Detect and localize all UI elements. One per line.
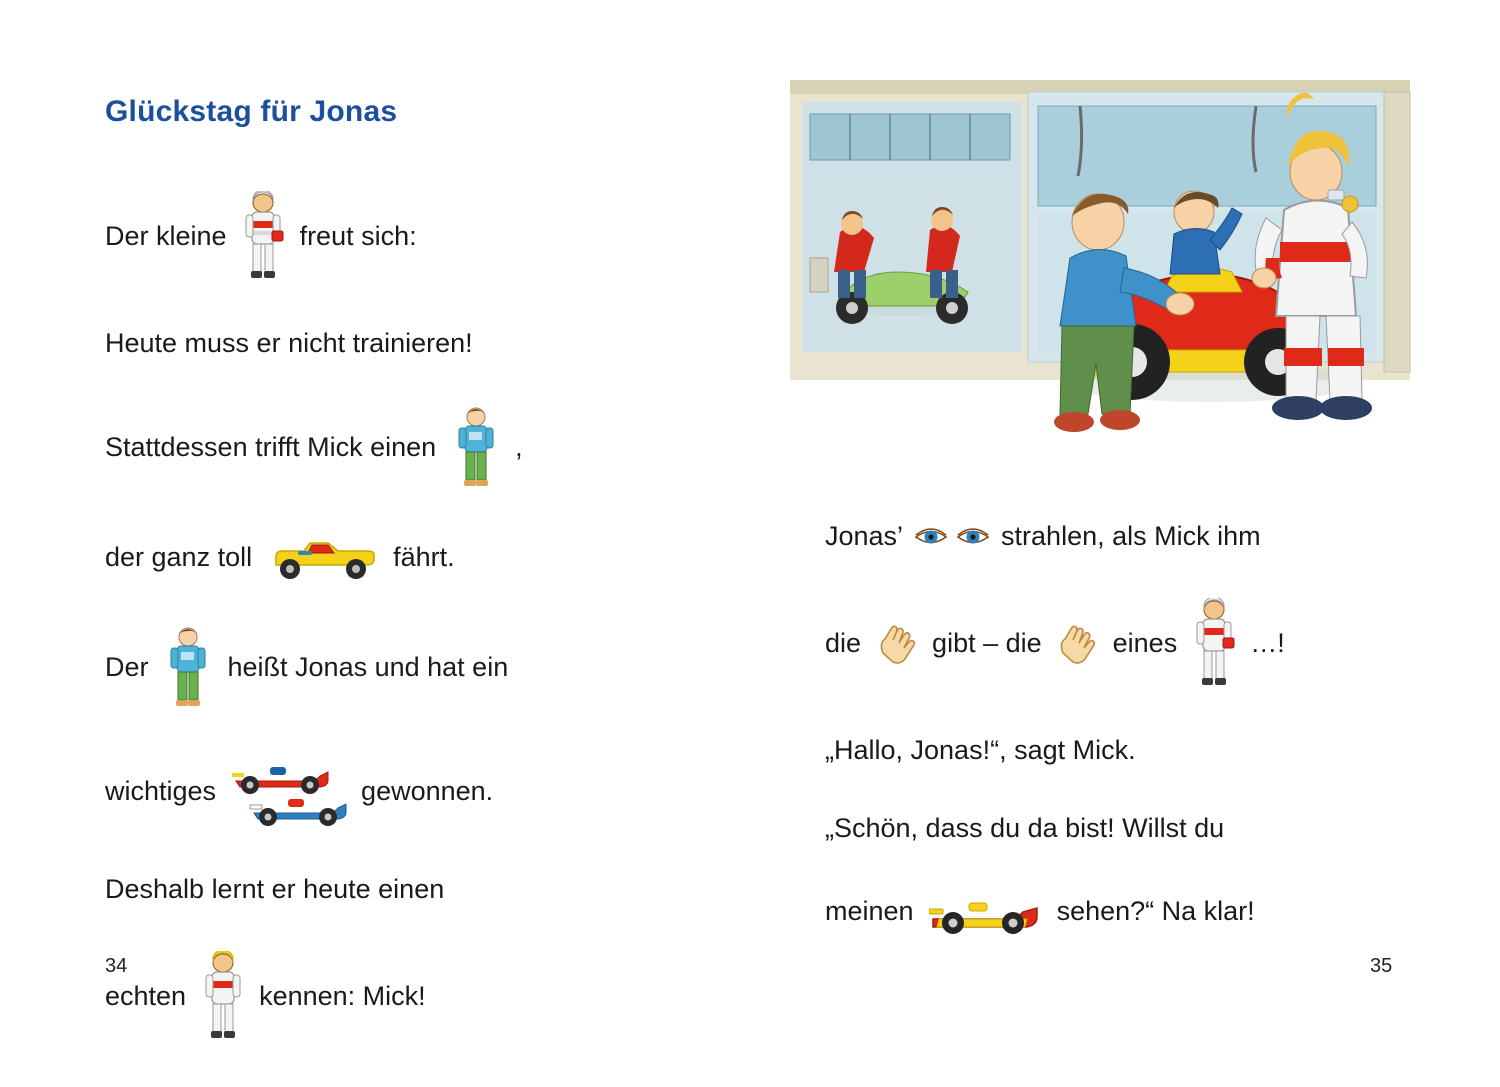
page-number-right: 35 [1370, 955, 1393, 977]
line-text: Stattdessen trifft Mick einen [105, 431, 444, 462]
text-line [105, 327, 725, 361]
text-line [105, 535, 725, 581]
eye-icon [914, 525, 948, 549]
line-text: gibt – die [924, 627, 1050, 658]
line-text: strahlen, als Mick ihm [993, 521, 1261, 551]
text-line [105, 405, 725, 491]
line-text: meinen [825, 896, 922, 927]
text-line [825, 812, 1425, 846]
line-text: wichtiges [105, 775, 224, 806]
line-text: der ganz toll [105, 541, 260, 572]
line-text: …! [1242, 627, 1285, 658]
line-text: , [507, 431, 523, 462]
line-text: „Schön, dass du da bist! Willst du [825, 812, 1225, 843]
left-page-text-column [105, 95, 725, 1087]
line-text: eines [1105, 627, 1185, 658]
go-kart-icon [268, 535, 378, 581]
line-text: fährt. [385, 541, 455, 572]
page-number-left: 34 [105, 955, 128, 977]
text-line [825, 734, 1425, 768]
line-text: Der [105, 651, 157, 682]
line-text: gewonnen. [353, 775, 494, 806]
eye-icon [956, 525, 990, 549]
line-text: Der kleine [105, 221, 235, 252]
line-text: sehen?“ Na klar! [1049, 896, 1255, 927]
text-line [825, 889, 1425, 935]
text-line [105, 951, 725, 1043]
hand-icon [1055, 623, 1099, 665]
right-page-text-column [825, 520, 1425, 979]
formula-race-icon [230, 755, 348, 829]
line-text: Jonas’ [825, 521, 910, 551]
formula-car-icon [929, 889, 1041, 935]
hand-icon [875, 623, 919, 665]
page-title: Glückstag für Jonas [105, 95, 398, 128]
racing-driver-icon [1191, 598, 1237, 690]
text-line [105, 755, 725, 829]
line-text: echten [105, 980, 194, 1011]
line-text: Heute muss er nicht trainieren! [105, 328, 473, 358]
text-line [825, 520, 1425, 554]
line-text: die [825, 627, 869, 658]
boy-icon [164, 625, 212, 711]
text-line [825, 598, 1425, 690]
line-text: „Hallo, Jonas!“, sagt Mick. [825, 734, 1136, 765]
line-text: heißt Jonas und hat ein [220, 651, 509, 682]
boy-icon [452, 405, 500, 491]
line-text: freut sich: [292, 221, 417, 252]
line-text: kennen: Mick! [251, 980, 426, 1011]
text-line [105, 625, 725, 711]
racing-driver-icon [200, 951, 246, 1043]
text-line [105, 873, 725, 907]
line-text: Deshalb lernt er heute einen [105, 873, 445, 904]
racing-driver-icon [240, 191, 286, 283]
text-line [105, 191, 725, 283]
pit-garage-illustration [780, 62, 1420, 462]
